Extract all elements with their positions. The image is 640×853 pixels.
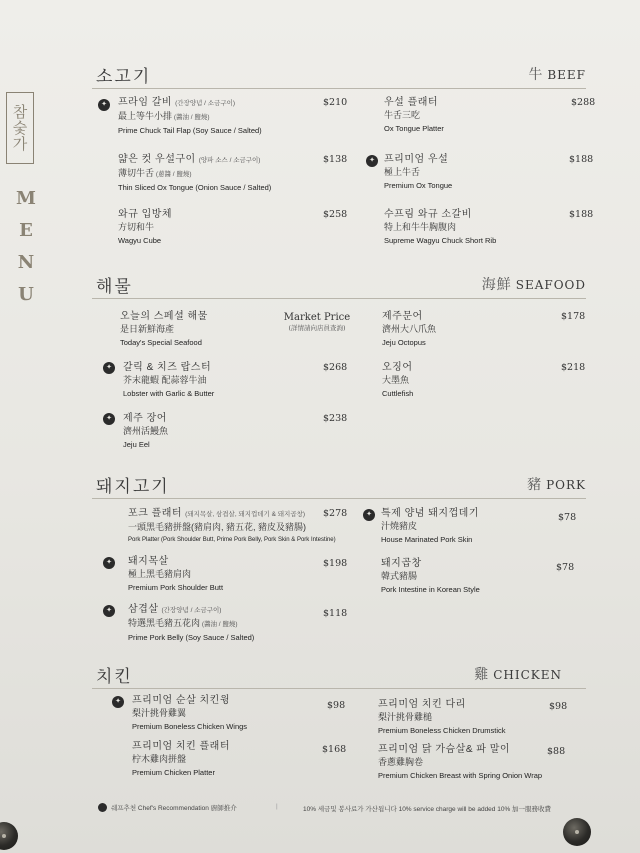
menu-item: 프라임 갈비 (간장양념 / 소금구이) 最上等牛小排 (醬油 / 鹽燒) Prime Chuck Tail Flap (Soy Sauce / Salted) — [118, 97, 262, 135]
item-price: $238 — [323, 413, 348, 424]
menu-item: 갈릭 & 치즈 랍스터 芥末龍蝦 配蒜蓉牛油 Lobster with Garlic & Butter — [123, 362, 215, 398]
menu-item: 제주문어 濟州大八爪魚 Jeju Octopus — [382, 311, 437, 347]
brand-char-3: 가 — [12, 135, 28, 153]
item-price: $258 — [323, 209, 348, 220]
section-title-en: 牛 BEEF — [528, 67, 586, 83]
section-title-ko: 돼지고기 — [96, 477, 170, 497]
section-title-en: 雞 CHICKEN — [474, 667, 562, 683]
item-price: $268 — [323, 362, 348, 373]
menu-vertical-title — [14, 188, 38, 305]
item-price: $198 — [323, 558, 348, 569]
section-header — [92, 472, 586, 499]
item-price: $88 — [547, 746, 566, 757]
section-title-ko: 소고기 — [96, 67, 152, 87]
menu-item: 돼지곱창 韓式豬腸 Pork Intestine in Korean Style — [381, 558, 480, 594]
menu-item: 프리미엄 치킨 다리 梨汁挑骨雞槌 Premium Boneless Chicken Drumstick — [378, 699, 506, 735]
item-price: $78 — [558, 512, 577, 523]
item-price: $178 — [561, 311, 586, 322]
item-price: $278 — [323, 508, 348, 519]
menu-item: 우설 플래터 牛舌三吃 Ox Tongue Platter — [384, 97, 444, 133]
item-price: $78 — [556, 562, 575, 573]
item-price: $188 — [569, 209, 594, 220]
item-price: $188 — [569, 154, 594, 165]
menu-item: 돼지목살 極上黑毛豬肩肉 Premium Pork Shoulder Butt — [128, 556, 224, 592]
menu-item: 특제 양념 돼지껍데기 汁燒豬皮 House Marinated Pork Skin — [381, 508, 479, 544]
menu-item: 오징어 大墨魚 Cuttlefish — [382, 362, 414, 398]
market-price: Market Price (詳情請向店員查詢) — [283, 312, 351, 332]
section-title-en: 海鮮 SEAFOOD — [481, 277, 586, 293]
menu-item: 프리미엄 닭 가슴살& 파 말이 香蔥雞胸卷 Premium Chicken Breast with Spring Onion Wrap — [378, 744, 543, 780]
menu-item: 얇은 컷 우설구이 (양파 소스 / 소금구이) 薄切牛舌 (蔥醬 / 鹽燒) Thin Sliced Ox Tongue (Onion Sauce / Salted) — [118, 154, 272, 192]
chef-recommend-icon: ✦ — [366, 155, 378, 167]
chef-recommend-icon: ✦ — [103, 362, 115, 374]
chef-recommend-icon: ✦ — [363, 509, 375, 521]
menu-item: 프리미엄 치킨 플래터 柠木雞肉拼盤 Premium Chicken Platter — [132, 741, 230, 777]
menu-item: 프리미엄 순살 치킨윙 梨汁挑骨雞翼 Premium Boneless Chicken Wings — [132, 695, 248, 731]
service-charge-note: 10% 세금및 봉사료가 가산됩니다 10% service charge will be added 10% 加一服務收費 — [303, 806, 552, 813]
chef-recommend-icon: ✦ — [103, 605, 115, 617]
item-price: $168 — [322, 744, 347, 755]
menu-item: 오늘의 스페셜 해물 是日新鮮海產 Today's Special Seafood — [120, 311, 208, 347]
chef-recommend-icon: ✦ — [103, 413, 115, 425]
divider: | — [276, 803, 278, 810]
section-header — [92, 272, 586, 299]
menu-item: 포크 플래터 (돼지목살, 삼겹살, 돼지껍데기 & 돼지곱창) 一頭黑毛豬拼盤(豬肩肉, 豬五花, 豬皮及豬腸) Pork Platter (Pork Shoulder Butt, Prime Pork Belly, Pork Skin & Pork Intestine) — [128, 508, 336, 543]
section-title-ko: 치킨 — [96, 667, 133, 687]
section-pork — [92, 472, 586, 499]
section-header — [92, 62, 586, 89]
section-beef — [92, 62, 586, 89]
item-price: $210 — [323, 97, 348, 108]
section-title-en: 豬 PORK — [527, 477, 586, 493]
section-chicken — [92, 662, 586, 689]
brand-logo — [6, 92, 34, 164]
item-price: $98 — [327, 700, 346, 711]
item-price: $218 — [561, 362, 586, 373]
brand-char-2: 숯 — [12, 119, 28, 137]
item-price: $118 — [323, 608, 348, 619]
brand-char-1: 참 — [12, 103, 28, 121]
menu-letter-n: N — [17, 252, 35, 273]
chef-recommend-icon: ✦ — [103, 557, 115, 569]
item-price: $98 — [549, 701, 568, 712]
menu-letter-u: U — [18, 284, 34, 305]
menu-item: 프리미엄 우설 極上牛舌 Premium Ox Tongue — [384, 154, 453, 190]
screw-icon — [563, 818, 591, 846]
item-price: $138 — [323, 154, 348, 165]
chef-recommend-icon — [98, 803, 107, 812]
section-title-ko: 해물 — [96, 277, 133, 297]
menu-letter-m: M — [16, 188, 36, 209]
menu-item: 제주 장어 濟州活鰻魚 Jeju Eel — [123, 413, 169, 449]
menu-item: 와규 입방체 方切和牛 Wagyu Cube — [118, 209, 173, 245]
chef-recommend-icon: ✦ — [98, 99, 110, 111]
section-seafood — [92, 272, 586, 299]
menu-item: 수프림 와규 소갈비 特上和牛牛胸腹肉 Supreme Wagyu Chuck Short Rib — [384, 209, 497, 245]
chef-recommend-icon: ✦ — [112, 696, 124, 708]
menu-item: 삼겹살 (간장양념 / 소금구이) 特選黑毛豬五花肉 (醬油 / 鹽燒) Prime Pork Belly (Soy Sauce / Salted) — [128, 604, 255, 642]
menu-letter-e: E — [19, 220, 33, 241]
chef-recommendation-legend: 쉐프추천 Chef's Recommendation 廚師推介 — [98, 803, 237, 812]
menu-footer — [98, 803, 598, 817]
item-price: $288 — [571, 97, 596, 108]
section-header — [92, 662, 586, 689]
